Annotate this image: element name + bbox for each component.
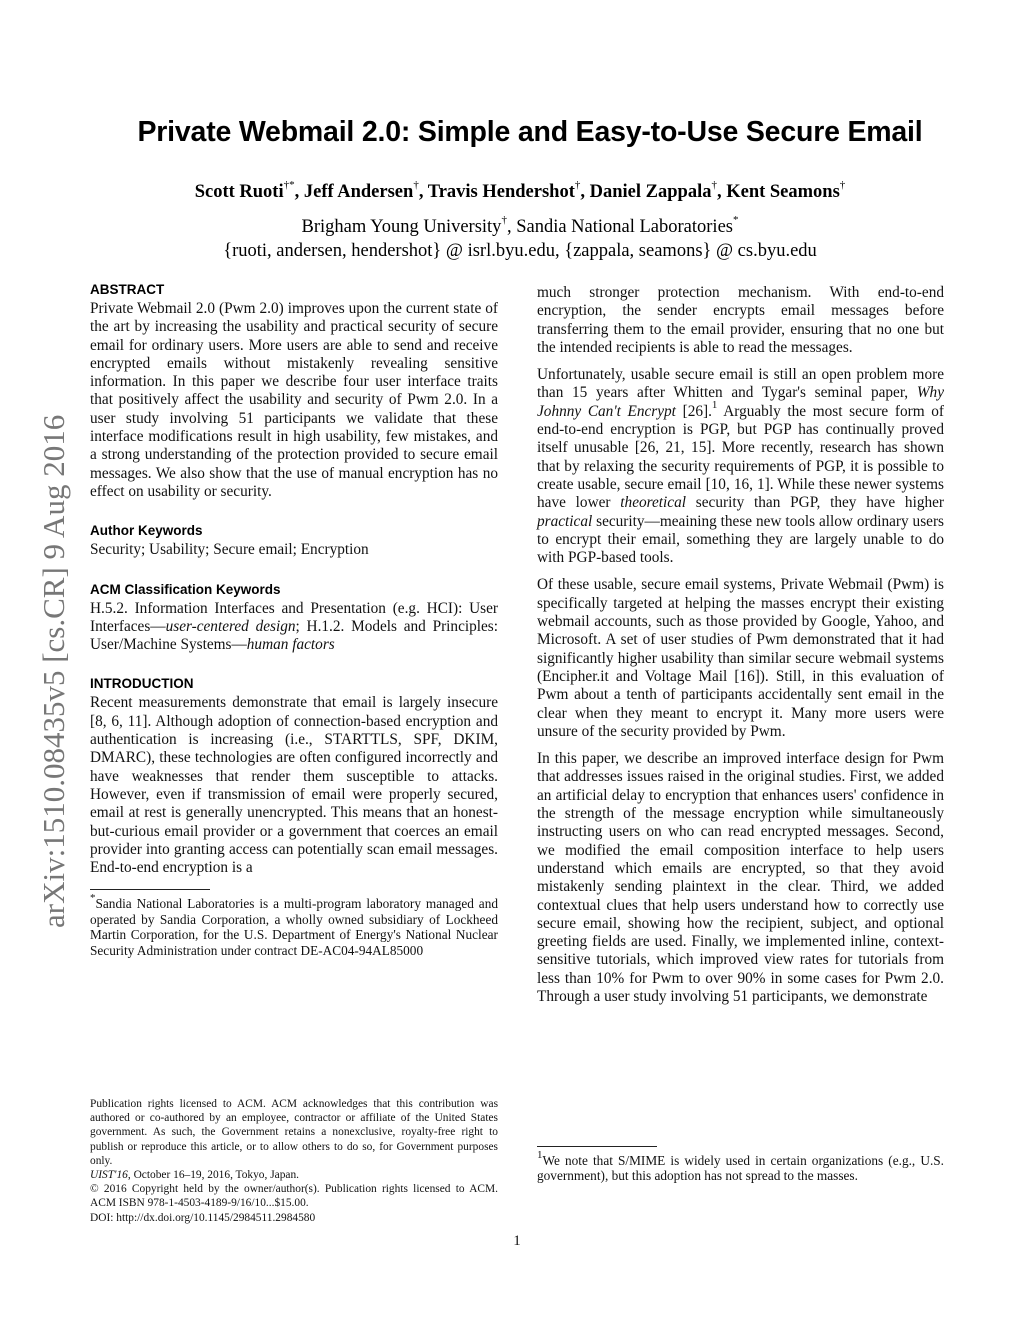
footnote-rule xyxy=(537,1146,657,1147)
right-column xyxy=(537,284,944,1006)
doi-line: DOI: http://dx.doi.org/10.1145/2984511.2984580 xyxy=(90,1211,316,1224)
venue-line: UIST'16, October 16–19, 2016, Tokyo, Japan. xyxy=(90,1169,299,1182)
author-name: Jeff Andersen xyxy=(303,182,414,202)
acm-keywords-heading: ACM Classification Keywords xyxy=(90,581,281,597)
arxiv-id: arXiv:1510.08435v5 [cs.CR] 9 Aug 2016 xyxy=(36,414,71,928)
author-keywords-heading: Author Keywords xyxy=(90,523,203,539)
paragraph: In this paper, we describe an improved interface design for Pwm that addresses issues raised in the original studies. First, we added an artificial delay to encryption that enhances users' confidence in the strength of the message encryption while simultaneously instructing users on who can read encrypted messages. Second, we modified the email composition interface to help users understand which emails are encrypted, so that they avoid mistakenly sending plaintext in the clear. Third, we added contextual clues that help users understand how to correctly use secure email, showing how the recipient, subject, and optional greeting fields are used. Finally, we implemented inline, context-sensitive tutorials, which improved view rates for tutorials from less than 10% for Pwm to over 90% in some cases for Pwm 2.0. Through a user study involving 51 participants, we demonstrate xyxy=(537,750,944,1005)
affiliation-mark: † xyxy=(839,178,846,191)
author-name: Scott Ruoti xyxy=(194,182,284,202)
copyright-line: © 2016 Copyright held by the owner/author(s). Publication rights licensed to ACM. ACM ISBN 978-1-4503-4189-9/16/10...$15.00. xyxy=(90,1183,498,1210)
introduction-heading: INTRODUCTION xyxy=(90,676,194,692)
arxiv-stamp xyxy=(6,340,86,940)
paragraph: Unfortunately, usable secure email is still an open problem more than 15 years after Whitten and Tygar's seminal paper, Why Johnny Can't Encrypt [26].$^1$ Arguably the most secure form of end-to-end encryption is PGP, but PGP has continually proved itself unusable [26, 21, 15]. More recently, research has shown that by relaxing the security requirements of PGP, it is possible to create usable, secure email [10, 16, 1]. While these newer systems have lower theoretical security than PGP, they have higher practical security—meaining these new tools allow ordinary users to encrypt their email, something they are largely unable to do with PGP-based tools. xyxy=(537,366,944,567)
author-keywords-text: Security; Usability; Secure email; Encryption xyxy=(90,541,369,559)
paragraph: much stronger protection mechanism. With end-to-end encryption, the sender encrypts email messages before transferring them to the email provider, ensuring that no one but the intended recipients is able to read the messages. xyxy=(537,284,944,356)
acm-keywords-text: H.5.2. Information Interfaces and Presentation (e.g. HCI): User Interfaces—user-centered design; H.1.2. Models and Principles: User/Machine Systems—human factors xyxy=(90,599,498,654)
affiliation-mark: † xyxy=(574,178,581,191)
author-emails: {ruoti, andersen, hendershot} @ isrl.byu.edu, {zappala, seamons} @ cs.byu.edu xyxy=(223,241,817,261)
author-name: Kent Seamons xyxy=(726,182,840,202)
affiliations: Brigham Young University†, Sandia National Laboratories* xyxy=(301,213,739,237)
paper-title: Private Webmail 2.0: Simple and Easy-to-Use Secure Email xyxy=(137,116,923,148)
affiliation-mark: † xyxy=(711,178,717,191)
introduction-paragraph: Recent measurements demonstrate that email is largely insecure [8, 6, 11]. Although adoption of connection-based encryption and authentication is increasing (i.e., STARTTLS, SPF, DKIM, DMARC), these technologies are often configured incorrectly and have weaknesses that render them susceptible to attacks. However, even if transmission of email were properly secured, email at rest is generally unencrypted. This means that an honest-but-curious email provider or a government that coerces an email provider into granting access can potentially scan email messages. End-to-end encryption is a xyxy=(90,694,498,877)
footnote-1: $^1$We note that S/MIME is widely used in certain organizations (e.g., U.S. government), but this adoption has not spread to the masses. xyxy=(537,1148,944,1184)
publication-info xyxy=(90,1097,498,1225)
footnote-mark: 1 xyxy=(711,398,718,411)
left-column xyxy=(90,282,498,958)
footnote-sandia: *Sandia National Laboratories is a multi-program laboratory managed and operated by Sandia Corporation, a wholly owned subsidiary of Lockheed Martin Corporation, for the U.S. Department of Energy's National Nuclear Security Administration under contract DE-AC04-94AL85000 xyxy=(90,892,498,958)
paragraph: Of these usable, secure email systems, Private Webmail (Pwm) is specifically targeted at helping the masses encrypt their existing webmail accounts, such as those provided by Google, Yahoo, and Microsoft. A set of user studies of Pwm demonstrated that it had significantly higher usability than similar secure webmail systems (Encipher.it and Voltage Mail [16]). Still, in this evaluation of Pwm about a tenth of participants accidentally sent email in the clear when they meant to encrypt it. Many more users were unsure of the security provided by Pwm. xyxy=(537,576,944,740)
author-name: Daniel Zappala xyxy=(589,182,712,202)
author-list: Scott Ruoti†*, Jeff Andersen†, Travis Hendershot†, Daniel Zappala†, Kent Seamons† xyxy=(194,178,846,202)
rights-statement: Publication rights licensed to ACM. ACM acknowledges that this contribution was authored or co-authored by an employee, contractor or affiliate of the United States government. As such, the Government retains a nonexclusive, royalty-free right to publish or reproduce this article, or to allow others to do so, for Government purposes only. xyxy=(90,1098,498,1167)
page-number: 1 xyxy=(513,1233,521,1249)
footnote-rule xyxy=(90,889,210,890)
author-name: Travis Hendershot xyxy=(427,182,575,202)
footnote-block xyxy=(537,1146,944,1184)
abstract-heading: ABSTRACT xyxy=(90,282,165,297)
affiliation-mark: † xyxy=(413,178,419,191)
abstract-text: Private Webmail 2.0 (Pwm 2.0) improves upon the current state of the art by increasing the usability and practical security of secure email for ordinary users. More users are able to send and receive encrypted emails without mistakenly revealing sensitive information. In this paper we describe four user interface traits that positively affect the usability and security of Pwm 2.0. In a user study involving 51 participants we validate that these interface modifications result in high usability, few mistakes, and a strong understanding of the protection provided to secure email messages. We also show that the use of manual encryption has no effect on usability or security. xyxy=(90,300,498,500)
affiliation-mark: †* xyxy=(283,178,295,191)
